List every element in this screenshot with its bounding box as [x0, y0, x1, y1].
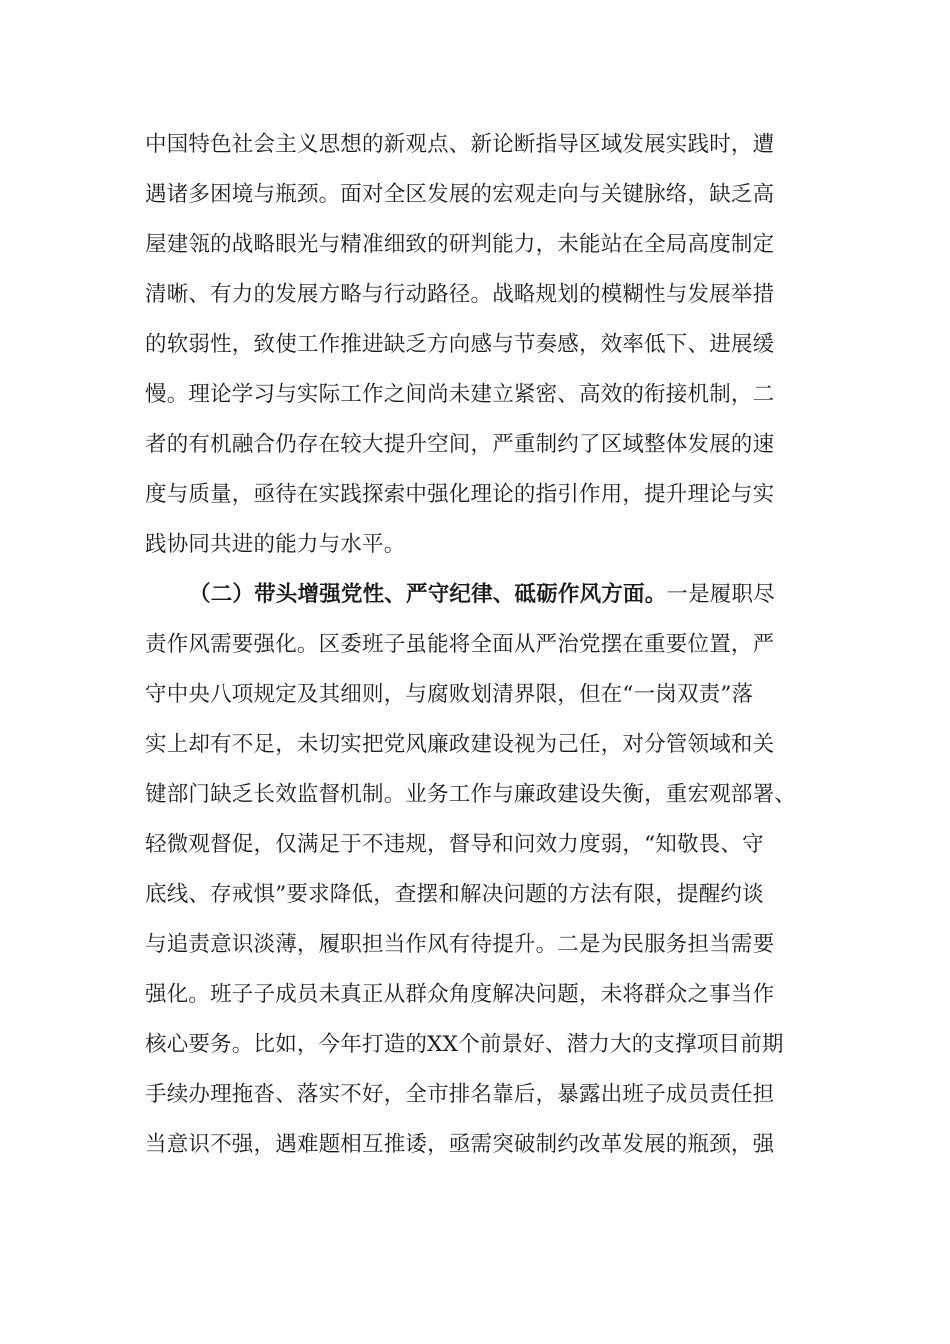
paragraph-line: 当意识不强，遇难题相互推诿，亟需突破制约改革发展的瓶颈，强: [145, 1132, 775, 1157]
paragraph-line: 中国特色社会主义思想的新观点、新论断指导区域发展实践时，遭: [145, 132, 775, 157]
paragraph-line: 手续办理拖沓、落实不好，全市排名靠后，暴露出班子成员责任担: [145, 1082, 775, 1107]
paragraph-line: 度与质量，亟待在实践探索中强化理论的指引作用，提升理论与实: [145, 482, 775, 507]
paragraph-line: 慢。理论学习与实际工作之间尚未建立紧密、高效的衔接机制，二: [145, 382, 775, 407]
section-heading-line: [145, 570, 825, 620]
paragraph-line: 屋建瓴的战略眼光与精准细致的研判能力，未能站在全局高度制定: [145, 232, 775, 257]
section-heading-continuation: 一是履职尽: [666, 582, 775, 607]
paragraph-line: 实上却有不足，未切实把党风廉政建设视为己任，对分管领域和关: [145, 732, 775, 757]
paragraph-line: 轻微观督促，仅满足于不违规，督导和问效力度弱，“知敬畏、守: [145, 832, 764, 857]
paragraph-line: 清晰、有力的发展方略与行动路径。战略规划的模糊性与发展举措: [145, 282, 775, 307]
paragraph-line: 核心要务。比如，今年打造的XX个前景好、潜力大的支撑项目前期: [145, 1032, 784, 1057]
paragraph-line: 守中央八项规定及其细则，与腐败划清界限，但在“一岗双责”落: [145, 682, 754, 707]
paragraph-line: 与追责意识淡薄，履职担当作风有待提升。二是为民服务担当需要: [145, 932, 775, 957]
paragraph-line: 的软弱性，致使工作推进缺乏方向感与节奏感，效率低下、进展缓: [145, 332, 775, 357]
paragraph-line: 键部门缺乏长效监督机制。业务工作与廉政建设失衡，重宏观部署、: [145, 782, 797, 807]
paragraph-line: 践协同共进的能力与水平。: [145, 532, 406, 557]
section-heading: （二）带头增强党性、严守纪律、砥砺作风方面。: [189, 582, 667, 607]
document-body: [145, 120, 825, 1170]
paragraph-line: 遇诸多困境与瓶颈。面对全区发展的宏观走向与关键脉络，缺乏高: [145, 182, 775, 207]
paragraph-line: 强化。班子子成员未真正从群众角度解决问题，未将群众之事当作: [145, 982, 775, 1007]
paragraph-line: 责作风需要强化。区委班子虽能将全面从严治党摆在重要位置，严: [145, 632, 775, 657]
paragraph-line: 者的有机融合仍存在较大提升空间，严重制约了区域整体发展的速: [145, 432, 775, 457]
paragraph-line: 底线、存戒惧”要求降低，查摆和解决问题的方法有限，提醒约谈: [145, 882, 764, 907]
